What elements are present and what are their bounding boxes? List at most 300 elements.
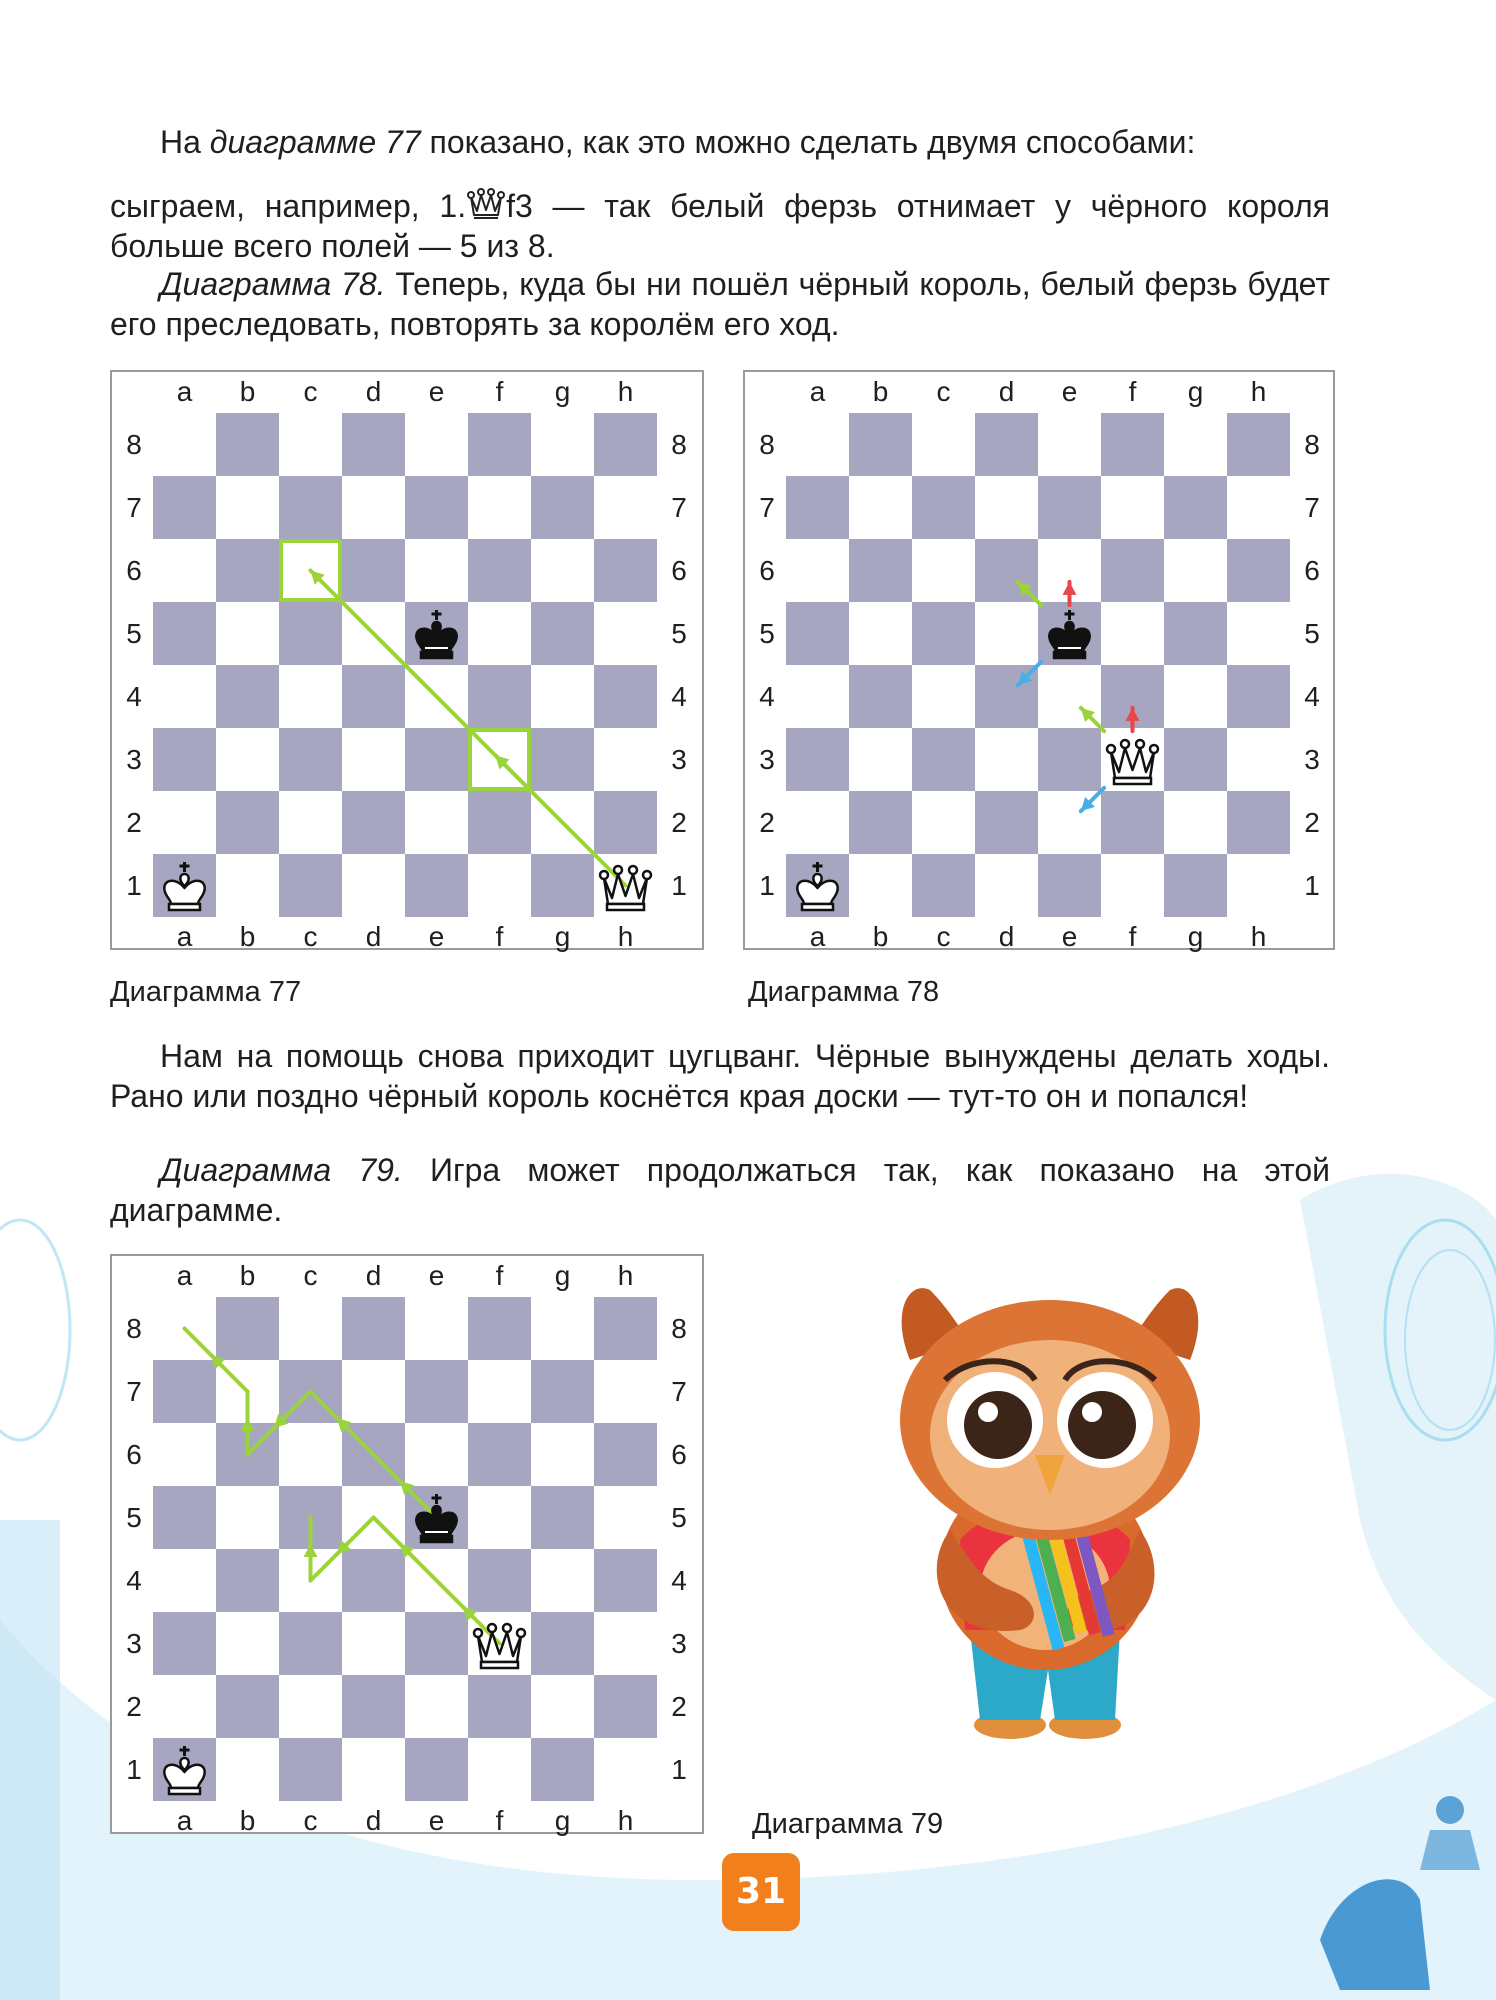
square-h6 bbox=[594, 539, 657, 602]
file-label-c: c bbox=[303, 921, 318, 952]
square-b4 bbox=[849, 665, 912, 728]
file-label-a: a bbox=[809, 376, 826, 407]
chess-diagram-77 bbox=[110, 370, 704, 950]
square-c7 bbox=[912, 476, 975, 539]
rank-label-6: 6 bbox=[759, 554, 775, 586]
rank-label-6: 6 bbox=[126, 1438, 142, 1470]
square-d8 bbox=[975, 413, 1038, 476]
square-a7 bbox=[786, 476, 849, 539]
square-d3 bbox=[975, 728, 1038, 791]
square-b8 bbox=[849, 413, 912, 476]
rank-label-7: 7 bbox=[1304, 491, 1320, 523]
square-a8 bbox=[153, 1297, 216, 1360]
rank-label-5: 5 bbox=[671, 617, 687, 649]
file-label-d: d bbox=[998, 376, 1015, 407]
file-label-b: b bbox=[872, 921, 889, 952]
square-b5 bbox=[216, 602, 279, 665]
square-c7 bbox=[279, 476, 342, 539]
para-text: сыграем, например, 1. bbox=[110, 188, 467, 224]
square-a6 bbox=[153, 1423, 216, 1486]
square-d4 bbox=[342, 1549, 405, 1612]
square-c3 bbox=[279, 1612, 342, 1675]
square-f8 bbox=[468, 413, 531, 476]
file-label-b: b bbox=[239, 921, 256, 952]
square-b6 bbox=[216, 539, 279, 602]
square-e3 bbox=[405, 728, 468, 791]
file-label-c: c bbox=[303, 1805, 318, 1836]
rank-label-2: 2 bbox=[671, 1690, 687, 1722]
rank-label-3: 3 bbox=[126, 743, 142, 775]
file-label-g: g bbox=[554, 921, 571, 952]
square-g8 bbox=[1164, 413, 1227, 476]
square-a8 bbox=[153, 413, 216, 476]
rank-label-3: 3 bbox=[126, 1627, 142, 1659]
file-label-h: h bbox=[617, 376, 634, 407]
file-label-a: a bbox=[809, 921, 826, 952]
square-g8 bbox=[531, 413, 594, 476]
square-d1 bbox=[342, 1738, 405, 1801]
para-text: f3 — так белый ферзь отнимает у чёрного короля больше всего полей — 5 из 8. bbox=[110, 188, 1331, 264]
file-label-e: e bbox=[428, 376, 445, 407]
square-g6 bbox=[531, 539, 594, 602]
file-label-e: e bbox=[428, 921, 445, 952]
square-e8 bbox=[405, 1297, 468, 1360]
para-text: Нам на помощь снова приходит цугцванг. Чёрные вынуждены делать ходы. Рано или поздно чёрный король коснётся края доски — тут-то он и попался! bbox=[110, 1038, 1330, 1114]
square-g5 bbox=[1164, 602, 1227, 665]
white-king-icon bbox=[153, 854, 216, 917]
square-b1 bbox=[849, 854, 912, 917]
square-e7 bbox=[1038, 476, 1101, 539]
square-h2 bbox=[594, 791, 657, 854]
rank-label-7: 7 bbox=[126, 1375, 142, 1407]
square-b2 bbox=[216, 1675, 279, 1738]
square-c8 bbox=[279, 413, 342, 476]
square-g3 bbox=[531, 728, 594, 791]
owl-illustration bbox=[870, 1270, 1230, 1750]
rank-label-1: 1 bbox=[671, 869, 687, 901]
square-d4 bbox=[342, 665, 405, 728]
rank-label-5: 5 bbox=[671, 1501, 687, 1533]
square-g4 bbox=[531, 665, 594, 728]
rank-label-1: 1 bbox=[1304, 869, 1320, 901]
square-g6 bbox=[1164, 539, 1227, 602]
square-c1 bbox=[912, 854, 975, 917]
white-queen-icon bbox=[594, 854, 657, 917]
square-h4 bbox=[594, 665, 657, 728]
rank-label-2: 2 bbox=[126, 1690, 142, 1722]
square-c4 bbox=[912, 665, 975, 728]
rank-label-8: 8 bbox=[1304, 428, 1320, 460]
square-f1 bbox=[1101, 854, 1164, 917]
square-g3 bbox=[531, 1612, 594, 1675]
square-g4 bbox=[1164, 665, 1227, 728]
file-label-e: e bbox=[428, 1805, 445, 1836]
black-king-icon bbox=[1038, 602, 1101, 665]
rank-label-5: 5 bbox=[1304, 617, 1320, 649]
square-f2 bbox=[468, 791, 531, 854]
file-label-g: g bbox=[554, 1805, 571, 1836]
square-f7 bbox=[468, 476, 531, 539]
square-h8 bbox=[594, 413, 657, 476]
square-h4 bbox=[594, 1549, 657, 1612]
file-label-f: f bbox=[1128, 376, 1137, 407]
file-label-e: e bbox=[428, 1260, 445, 1291]
square-h7 bbox=[1227, 476, 1290, 539]
square-e7 bbox=[405, 1360, 468, 1423]
file-label-f: f bbox=[1128, 921, 1137, 952]
square-e6 bbox=[405, 539, 468, 602]
rank-label-4: 4 bbox=[759, 680, 775, 712]
file-label-c: c bbox=[303, 376, 318, 407]
para-text: показано, как это можно сделать двумя способами: bbox=[420, 124, 1196, 160]
rank-label-7: 7 bbox=[671, 1375, 687, 1407]
square-a6 bbox=[786, 539, 849, 602]
square-a6 bbox=[153, 539, 216, 602]
square-b7 bbox=[216, 476, 279, 539]
black-king-icon bbox=[405, 1486, 468, 1549]
rank-label-3: 3 bbox=[1304, 743, 1320, 775]
square-h5 bbox=[1227, 602, 1290, 665]
square-a3 bbox=[786, 728, 849, 791]
square-h8 bbox=[1227, 413, 1290, 476]
file-label-d: d bbox=[998, 921, 1015, 952]
square-c2 bbox=[279, 1675, 342, 1738]
square-a4 bbox=[786, 665, 849, 728]
file-label-b: b bbox=[239, 1260, 256, 1291]
rank-label-2: 2 bbox=[126, 806, 142, 838]
square-a5 bbox=[153, 602, 216, 665]
file-label-d: d bbox=[365, 921, 382, 952]
square-e2 bbox=[405, 1675, 468, 1738]
square-d7 bbox=[975, 476, 1038, 539]
rank-label-8: 8 bbox=[126, 428, 142, 460]
file-label-a: a bbox=[176, 1805, 193, 1836]
square-g2 bbox=[531, 1675, 594, 1738]
square-b8 bbox=[216, 413, 279, 476]
file-label-f: f bbox=[495, 921, 504, 952]
square-c2 bbox=[279, 791, 342, 854]
square-h3 bbox=[1227, 728, 1290, 791]
rank-label-5: 5 bbox=[126, 1501, 142, 1533]
chess-diagram-79 bbox=[110, 1254, 704, 1834]
square-e1 bbox=[405, 854, 468, 917]
square-a5 bbox=[153, 1486, 216, 1549]
square-c7 bbox=[279, 1360, 342, 1423]
square-g2 bbox=[1164, 791, 1227, 854]
square-e1 bbox=[405, 1738, 468, 1801]
para-text: Игра может продолжаться так, как показано на этой диаграмме. bbox=[110, 1152, 1331, 1228]
square-g1 bbox=[531, 1738, 594, 1801]
square-f5 bbox=[468, 1486, 531, 1549]
file-label-h: h bbox=[1250, 921, 1267, 952]
file-label-a: a bbox=[176, 921, 193, 952]
caption-diagram-77: Диаграмма 77 bbox=[110, 976, 302, 1008]
square-h5 bbox=[594, 602, 657, 665]
rank-label-4: 4 bbox=[126, 1564, 142, 1596]
square-c4 bbox=[279, 665, 342, 728]
square-f5 bbox=[1101, 602, 1164, 665]
file-label-b: b bbox=[239, 376, 256, 407]
square-f1 bbox=[468, 854, 531, 917]
square-a3 bbox=[153, 1612, 216, 1675]
square-f5 bbox=[468, 602, 531, 665]
rank-label-3: 3 bbox=[671, 1627, 687, 1659]
square-e2 bbox=[405, 791, 468, 854]
file-label-g: g bbox=[554, 1260, 571, 1291]
square-d3 bbox=[342, 728, 405, 791]
square-h6 bbox=[1227, 539, 1290, 602]
square-h2 bbox=[594, 1675, 657, 1738]
square-b3 bbox=[849, 728, 912, 791]
square-d3 bbox=[342, 1612, 405, 1675]
square-h6 bbox=[594, 1423, 657, 1486]
square-g7 bbox=[1164, 476, 1227, 539]
square-h3 bbox=[594, 728, 657, 791]
rank-label-8: 8 bbox=[126, 1312, 142, 1344]
square-a7 bbox=[153, 1360, 216, 1423]
square-d7 bbox=[342, 476, 405, 539]
square-e6 bbox=[405, 1423, 468, 1486]
rank-label-6: 6 bbox=[1304, 554, 1320, 586]
square-d6 bbox=[975, 539, 1038, 602]
paragraph-diagram-78 bbox=[110, 264, 1330, 344]
square-c5 bbox=[912, 602, 975, 665]
square-e2 bbox=[1038, 791, 1101, 854]
rank-label-8: 8 bbox=[671, 428, 687, 460]
file-label-b: b bbox=[872, 376, 889, 407]
queen-icon bbox=[466, 185, 506, 219]
file-label-f: f bbox=[495, 1805, 504, 1836]
paragraph-intro bbox=[110, 122, 1330, 162]
square-h7 bbox=[594, 476, 657, 539]
file-label-d: d bbox=[365, 376, 382, 407]
square-f6 bbox=[1101, 539, 1164, 602]
square-b4 bbox=[216, 1549, 279, 1612]
file-label-g: g bbox=[554, 376, 571, 407]
square-f8 bbox=[1101, 413, 1164, 476]
square-c6 bbox=[279, 1423, 342, 1486]
square-h2 bbox=[1227, 791, 1290, 854]
square-e8 bbox=[1038, 413, 1101, 476]
square-h1 bbox=[594, 1738, 657, 1801]
file-label-h: h bbox=[617, 1805, 634, 1836]
square-e1 bbox=[1038, 854, 1101, 917]
rank-label-4: 4 bbox=[671, 680, 687, 712]
square-f4 bbox=[1101, 665, 1164, 728]
rank-label-1: 1 bbox=[671, 1753, 687, 1785]
square-a8 bbox=[786, 413, 849, 476]
paragraph-diagram-79 bbox=[110, 1150, 1330, 1230]
square-c3 bbox=[912, 728, 975, 791]
square-a4 bbox=[153, 665, 216, 728]
rank-label-1: 1 bbox=[126, 869, 142, 901]
square-e4 bbox=[1038, 665, 1101, 728]
rank-label-2: 2 bbox=[671, 806, 687, 838]
rank-label-6: 6 bbox=[126, 554, 142, 586]
square-c8 bbox=[912, 413, 975, 476]
rank-label-5: 5 bbox=[126, 617, 142, 649]
square-f1 bbox=[468, 1738, 531, 1801]
square-d5 bbox=[975, 602, 1038, 665]
file-label-g: g bbox=[1187, 921, 1204, 952]
square-d6 bbox=[342, 539, 405, 602]
rank-label-3: 3 bbox=[759, 743, 775, 775]
chess-diagram-78 bbox=[743, 370, 1335, 950]
rank-label-7: 7 bbox=[126, 491, 142, 523]
rank-label-1: 1 bbox=[126, 1753, 142, 1785]
square-c8 bbox=[279, 1297, 342, 1360]
file-label-e: e bbox=[1061, 376, 1078, 407]
square-b3 bbox=[216, 728, 279, 791]
square-e4 bbox=[405, 665, 468, 728]
file-label-a: a bbox=[176, 1260, 193, 1291]
rank-label-3: 3 bbox=[671, 743, 687, 775]
square-d4 bbox=[975, 665, 1038, 728]
square-a3 bbox=[153, 728, 216, 791]
file-label-c: c bbox=[303, 1260, 318, 1291]
rank-label-7: 7 bbox=[671, 491, 687, 523]
file-label-h: h bbox=[617, 921, 634, 952]
square-a2 bbox=[153, 1675, 216, 1738]
file-label-b: b bbox=[239, 1805, 256, 1836]
rank-label-6: 6 bbox=[671, 554, 687, 586]
square-g5 bbox=[531, 1486, 594, 1549]
square-b8 bbox=[216, 1297, 279, 1360]
square-c2 bbox=[912, 791, 975, 854]
para-text: Теперь, куда бы ни пошёл чёрный король, белый ферзь будет его преследовать, повторять за королём его ход. bbox=[110, 266, 1331, 342]
square-d5 bbox=[342, 1486, 405, 1549]
square-d1 bbox=[342, 854, 405, 917]
square-b6 bbox=[216, 1423, 279, 1486]
caption-diagram-79: Диаграмма 79 bbox=[752, 1808, 944, 1840]
rank-label-2: 2 bbox=[759, 806, 775, 838]
square-d2 bbox=[975, 791, 1038, 854]
rank-label-1: 1 bbox=[759, 869, 775, 901]
file-label-f: f bbox=[495, 376, 504, 407]
square-c5 bbox=[279, 602, 342, 665]
square-h1 bbox=[1227, 854, 1290, 917]
rank-label-8: 8 bbox=[759, 428, 775, 460]
square-e6 bbox=[1038, 539, 1101, 602]
square-c3 bbox=[279, 728, 342, 791]
square-g6 bbox=[531, 1423, 594, 1486]
square-h8 bbox=[594, 1297, 657, 1360]
square-f2 bbox=[1101, 791, 1164, 854]
rank-label-6: 6 bbox=[671, 1438, 687, 1470]
square-c6 bbox=[279, 539, 342, 602]
square-d1 bbox=[975, 854, 1038, 917]
square-h3 bbox=[594, 1612, 657, 1675]
square-g3 bbox=[1164, 728, 1227, 791]
square-d8 bbox=[342, 413, 405, 476]
diagram-ref: Диаграмма 78. bbox=[160, 266, 386, 302]
diagram-ref: Диаграмма 79. bbox=[160, 1152, 403, 1188]
square-a4 bbox=[153, 1549, 216, 1612]
square-f6 bbox=[468, 1423, 531, 1486]
square-b1 bbox=[216, 1738, 279, 1801]
file-label-c: c bbox=[936, 376, 951, 407]
square-b5 bbox=[216, 1486, 279, 1549]
file-label-h: h bbox=[617, 1260, 634, 1291]
diagram-ref: диаграмме 77 bbox=[209, 124, 421, 160]
square-e4 bbox=[405, 1549, 468, 1612]
file-label-f: f bbox=[495, 1260, 504, 1291]
square-d7 bbox=[342, 1360, 405, 1423]
square-c6 bbox=[912, 539, 975, 602]
square-a7 bbox=[153, 476, 216, 539]
file-label-e: e bbox=[1061, 921, 1078, 952]
square-g7 bbox=[531, 1360, 594, 1423]
square-b2 bbox=[216, 791, 279, 854]
white-king-icon bbox=[153, 1738, 216, 1801]
file-label-h: h bbox=[1250, 376, 1267, 407]
rank-label-8: 8 bbox=[671, 1312, 687, 1344]
square-c4 bbox=[279, 1549, 342, 1612]
square-e8 bbox=[405, 413, 468, 476]
square-b5 bbox=[849, 602, 912, 665]
square-f2 bbox=[468, 1675, 531, 1738]
file-label-a: a bbox=[176, 376, 193, 407]
square-f8 bbox=[468, 1297, 531, 1360]
square-e7 bbox=[405, 476, 468, 539]
white-king-icon bbox=[786, 854, 849, 917]
square-b4 bbox=[216, 665, 279, 728]
black-king-icon bbox=[405, 602, 468, 665]
square-e3 bbox=[1038, 728, 1101, 791]
caption-diagram-78: Диаграмма 78 bbox=[748, 976, 940, 1008]
square-b7 bbox=[216, 1360, 279, 1423]
square-g4 bbox=[531, 1549, 594, 1612]
square-h7 bbox=[594, 1360, 657, 1423]
square-f6 bbox=[468, 539, 531, 602]
rank-label-7: 7 bbox=[759, 491, 775, 523]
square-d2 bbox=[342, 1675, 405, 1738]
square-c1 bbox=[279, 854, 342, 917]
white-queen-icon bbox=[468, 1612, 531, 1675]
square-f3 bbox=[468, 728, 531, 791]
page-number: 31 bbox=[722, 1853, 800, 1931]
square-c5 bbox=[279, 1486, 342, 1549]
square-f4 bbox=[468, 1549, 531, 1612]
square-d2 bbox=[342, 791, 405, 854]
square-g2 bbox=[531, 791, 594, 854]
white-queen-icon bbox=[1101, 728, 1164, 791]
square-h4 bbox=[1227, 665, 1290, 728]
paragraph-move bbox=[110, 185, 1330, 266]
rank-label-4: 4 bbox=[1304, 680, 1320, 712]
square-c1 bbox=[279, 1738, 342, 1801]
file-label-c: c bbox=[936, 921, 951, 952]
square-d6 bbox=[342, 1423, 405, 1486]
square-b2 bbox=[849, 791, 912, 854]
square-a2 bbox=[153, 791, 216, 854]
file-label-d: d bbox=[365, 1260, 382, 1291]
file-label-d: d bbox=[365, 1805, 382, 1836]
square-e3 bbox=[405, 1612, 468, 1675]
square-b3 bbox=[216, 1612, 279, 1675]
square-f7 bbox=[1101, 476, 1164, 539]
rank-label-4: 4 bbox=[671, 1564, 687, 1596]
square-g5 bbox=[531, 602, 594, 665]
square-f4 bbox=[468, 665, 531, 728]
square-g8 bbox=[531, 1297, 594, 1360]
square-b1 bbox=[216, 854, 279, 917]
square-h5 bbox=[594, 1486, 657, 1549]
rank-label-5: 5 bbox=[759, 617, 775, 649]
square-a2 bbox=[786, 791, 849, 854]
square-g7 bbox=[531, 476, 594, 539]
rank-label-4: 4 bbox=[126, 680, 142, 712]
